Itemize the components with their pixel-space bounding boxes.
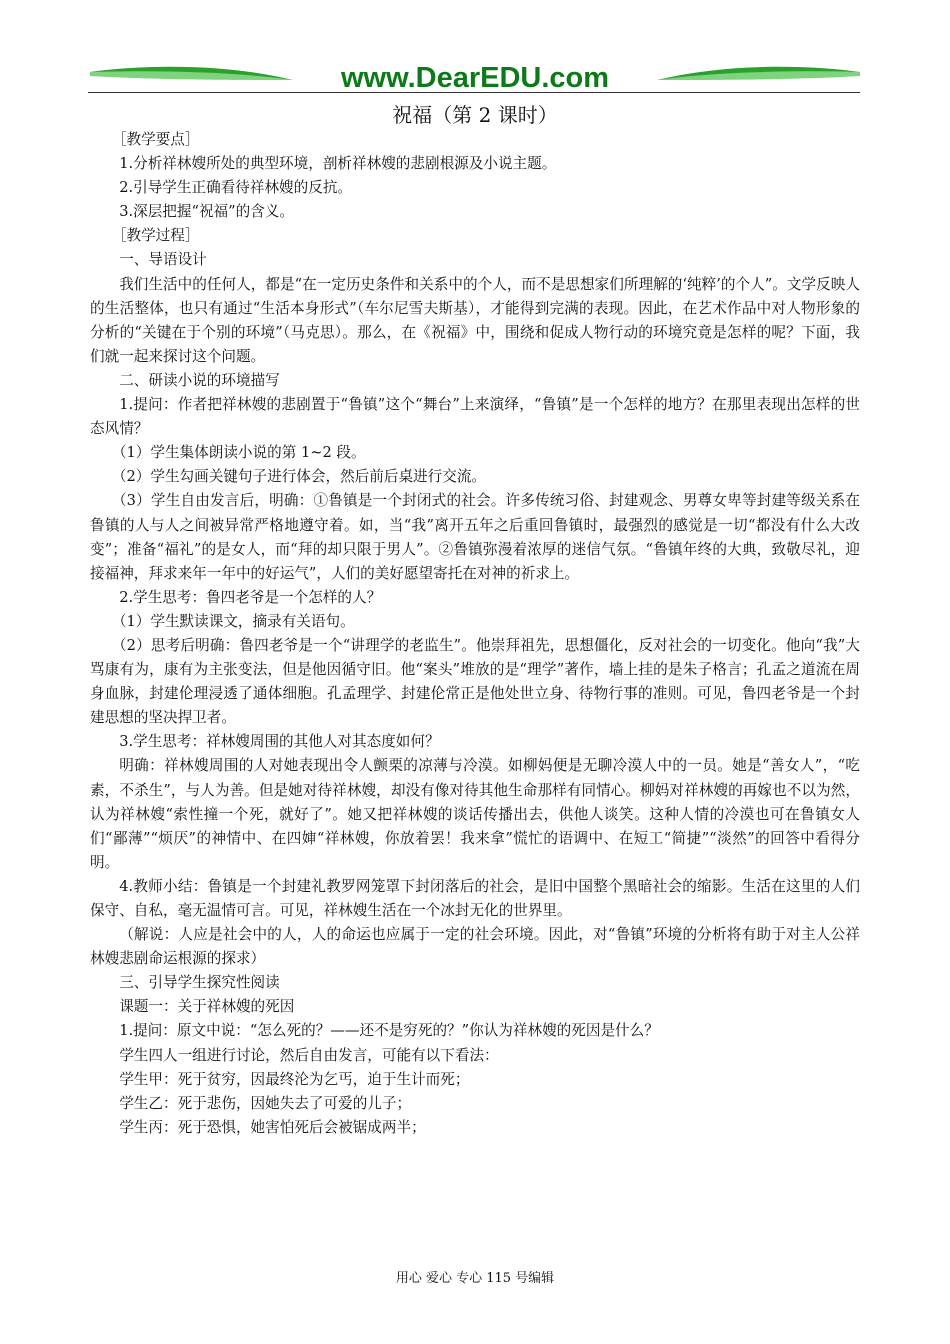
paragraph: 1.提问：作者把祥林嫂的悲剧置于“鲁镇”这个“舞台”上来演绎，“鲁镇”是一个怎样的地方？在那里表现出怎样的世态风情？ [90, 396, 860, 438]
document-body [90, 128, 860, 1140]
paragraph: 4.教师小结：鲁镇是一个封建礼教罗网笼罩下封闭落后的社会，是旧中国整个黑暗社会的缩影。生活在这里的人们保守、自私，毫无温情可言。可见，祥林嫂生活在一个冰封无化的世界里。 [90, 877, 860, 919]
site-logo[interactable]: www.DearEDU.com [340, 62, 610, 94]
page-footer: 用心 爱心 专心 115 号编辑 [395, 1271, 555, 1286]
paragraph: （1）学生集体朗读小说的第 1~2 段。 [111, 444, 366, 462]
site-banner [88, 60, 862, 100]
list-item: 2.引导学生正确看待祥林嫂的反抗。 [119, 179, 353, 197]
header-divider [88, 92, 860, 93]
paragraph: 3.学生思考：祥林嫂周围的其他人对其态度如何？ [119, 733, 440, 751]
paragraph: （解说：人应是社会中的人，人的命运也应属于一定的社会环境。因此，对“鲁镇”环境的分析将有助于对主人公祥林嫂悲剧命运根源的探求） [90, 926, 860, 968]
paragraph: （3）学生自由发言后，明确：①鲁镇是一个封闭式的社会。许多传统习俗、封建观念、男尊女卑等封建等级关系在鲁镇的人与人之间被异常严格地遵守着。如，当“我”离开五年之后重回鲁镇时，最强烈的感觉是一切“都没有什么大改变”；准备“福礼”的是女人，而“拜的却只限于男人”。②鲁镇弥漫着浓厚的迷信气氛。“鲁镇年终的大典，致敬尽礼，迎接福神，拜求来年一年中的好运气”，人们的美好愿望寄托在对神的祈求上。 [90, 492, 860, 582]
section-heading: 三、引导学生探究性阅读 [119, 974, 280, 992]
paragraph: （2）学生勾画关键句子进行体会，然后前后桌进行交流。 [111, 468, 487, 486]
paragraph: 1.提问：原文中说：“怎么死的？——还不是穷死的？”你认为祥林嫂的死因是什么？ [119, 1022, 659, 1040]
paragraph: 学生甲：死于贫穷，因最终沦为乞丐，迫于生计而死； [119, 1070, 470, 1088]
section-heading: ［教学过程］ [111, 227, 200, 245]
paragraph: 明确：祥林嫂周围的人对她表现出令人颤栗的凉薄与冷漠。如柳妈便是无聊冷漠人中的一员。她是“善女人”，“吃素，不杀生”，与人为善。但是她对待祥林嫂，却没有像对待其他生命那样有同情心。柳妈对祥林嫂的再嫁也不以为然，认为祥林嫂“索性撞一个死，就好了”。她又把祥林嫂的谈话传播出去，供他人谈笑。这种人情的冷漠也可在鲁镇女人们“鄙薄”“烦厌”的神情中、在四婶“祥林嫂，你放着罢！我来拿”慌忙的语调中、在短工“简捷”“淡然”的回答中看得分明。 [90, 757, 860, 871]
paragraph: 课题一：关于祥林嫂的死因 [119, 998, 295, 1016]
section-heading: 一、导语设计 [119, 251, 207, 269]
paragraph: 2.学生思考：鲁四老爷是一个怎样的人？ [119, 588, 382, 606]
section-heading: 二、研读小说的环境描写 [119, 371, 280, 389]
paragraph: 我们生活中的任何人，都是“在一定历史条件和关系中的个人，而不是思想家们所理解的‘纯粹’的个人”。文学反映人的生活整体，也只有通过“生活本身形式”（车尔尼雪夫斯基），才能得到完满的表现。因此，在艺术作品中对人物形象的分析的“关键在于个别的环境”（马克思）。那么，在《祝福》中，围绕和促成人物行动的环境究竟是怎样的呢？下面，我们就一起来探讨这个问题。 [90, 275, 860, 365]
paragraph: 学生丙：死于恐惧，她害怕死后会被锯成两半； [119, 1118, 426, 1136]
list-item: 3.深层把握“祝福”的含义。 [119, 203, 294, 221]
section-heading: ［教学要点］ [111, 131, 200, 148]
paragraph: 学生四人一组进行讨论，然后自由发言，可能有以下看法： [119, 1046, 499, 1064]
paragraph: （1）学生默读课文，摘录有关语句。 [111, 612, 355, 630]
page-title: 祝福（第 2 课时） [392, 103, 558, 127]
paragraph: 学生乙：死于悲伤，因她失去了可爱的儿子； [119, 1094, 412, 1112]
list-item: 1.分析祥林嫂所处的典型环境，剖析祥林嫂的悲剧根源及小说主题。 [119, 155, 557, 173]
paragraph: （2）思考后明确：鲁四老爷是一个“讲理学的老监生”。他崇拜祖先，思想僵化，反对社会的一切变化。他向“我”大骂康有为，康有为主张变法，但是他因循守旧。他“案头”堆放的是“理学”著作，墙上挂的是朱子格言；孔孟之道流在周身血脉，封建伦理浸透了通体细胞。孔孟理学、封建伦常正是他处世立身、待物行事的准则。可见，鲁四老爷是一个封建思想的坚决捍卫者。 [90, 636, 860, 727]
